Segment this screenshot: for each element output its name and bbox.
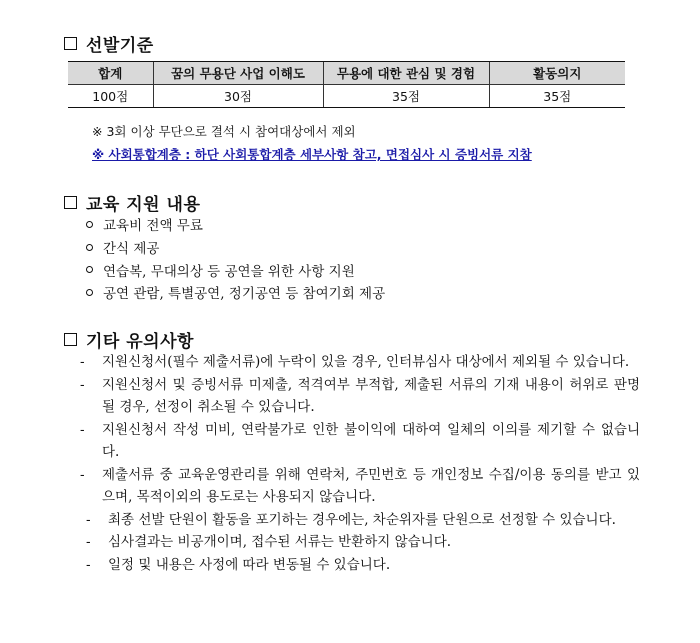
list-item — [86, 258, 385, 281]
list-item-text: 심사결과는 비공개이며, 접수된 서류는 반환하지 않습니다. — [108, 534, 452, 550]
section-title-text: 교육 지원 내용 — [86, 195, 201, 215]
list-item — [86, 213, 385, 236]
list-item — [80, 351, 640, 374]
dash-bullet: - — [80, 376, 85, 393]
list-item — [86, 554, 646, 577]
list-item-text: 지원신청서(필수 제출서류)에 누락이 있을 경우, 인터뷰심사 대상에서 제외될 수 있습니다. — [102, 354, 630, 370]
header-understanding: 꿈의 무용단 사업 이해도 — [153, 62, 323, 85]
circle-bullet-icon — [86, 266, 93, 273]
list-item-text: 일정 및 내용은 사정에 따라 변동될 수 있습니다. — [108, 556, 391, 573]
circle-bullet-icon — [86, 289, 93, 296]
education-list — [86, 213, 385, 304]
list-item — [80, 464, 640, 509]
header-total: 합계 — [68, 62, 153, 85]
list-item-text: 연습복, 무대의상 등 공연을 위한 사항 지원 — [103, 263, 355, 280]
dash-bullet: - — [86, 556, 91, 573]
list-item — [86, 531, 646, 554]
dash-bullet: - — [86, 511, 91, 528]
list-item-text: 지원신청서 작성 미비, 연락불가로 인한 불이익에 대하여 일체의 이의를 제기할 수 없습니다. — [102, 421, 640, 460]
other-notes-list — [80, 351, 640, 576]
list-item-text: 제출서류 중 교육운영관리를 위해 연락처, 주민번호 등 개인정보 수집/이용 동의를 받고 있으며, 목적이외의 용도로는 사용되지 않습니다. — [102, 466, 640, 505]
table-header-row — [68, 62, 625, 85]
table-row — [68, 85, 625, 108]
checkbox-square-icon — [64, 37, 77, 50]
dash-bullet: - — [80, 421, 85, 438]
value-will: 35점 — [489, 85, 625, 108]
list-item — [80, 374, 640, 419]
social-class-note: ※ 사회통합계층 : 하단 사회통합계층 세부사항 참고, 면접심사 시 증빙서류 지참 — [92, 147, 532, 162]
header-interest: 무용에 대한 관심 및 경험 — [323, 62, 489, 85]
list-item — [86, 509, 646, 532]
section-title-education — [64, 190, 200, 215]
circle-bullet-icon — [86, 221, 93, 228]
list-item-text: 공연 관람, 특별공연, 정기공연 등 참여기회 제공 — [103, 286, 386, 303]
value-interest: 35점 — [323, 85, 489, 108]
value-total: 100점 — [68, 85, 153, 108]
list-item-text: 지원신청서 및 증빙서류 미제출, 적격여부 부적합, 제출된 서류의 기재 내용이 허위로 판명될 경우, 선정이 취소될 수 있습니다. — [102, 376, 640, 415]
checkbox-square-icon — [64, 333, 77, 346]
value-understanding: 30점 — [153, 85, 323, 108]
list-item — [80, 419, 640, 464]
list-item — [86, 236, 385, 259]
section-title-text: 기타 유의사항 — [86, 332, 194, 352]
dash-bullet: - — [80, 466, 85, 483]
list-item-text: 간식 제공 — [103, 241, 160, 258]
section-title-text: 선발기준 — [86, 36, 154, 56]
selection-criteria-table — [68, 61, 625, 108]
absence-note: ※ 3회 이상 무단으로 결석 시 참여대상에서 제외 — [92, 124, 356, 139]
section-title-selection — [64, 31, 154, 56]
list-item-text: 최종 선발 단원이 활동을 포기하는 경우에는, 차순위자를 단원으로 선정할 수 있습니다. — [108, 511, 616, 528]
circle-bullet-icon — [86, 244, 93, 251]
dash-bullet: - — [80, 354, 85, 370]
header-will: 활동의지 — [489, 62, 625, 85]
list-item-text: 교육비 전액 무료 — [103, 218, 203, 235]
dash-bullet: - — [86, 534, 91, 550]
section-title-other — [64, 327, 194, 352]
list-item — [86, 281, 385, 304]
checkbox-square-icon — [64, 196, 77, 209]
